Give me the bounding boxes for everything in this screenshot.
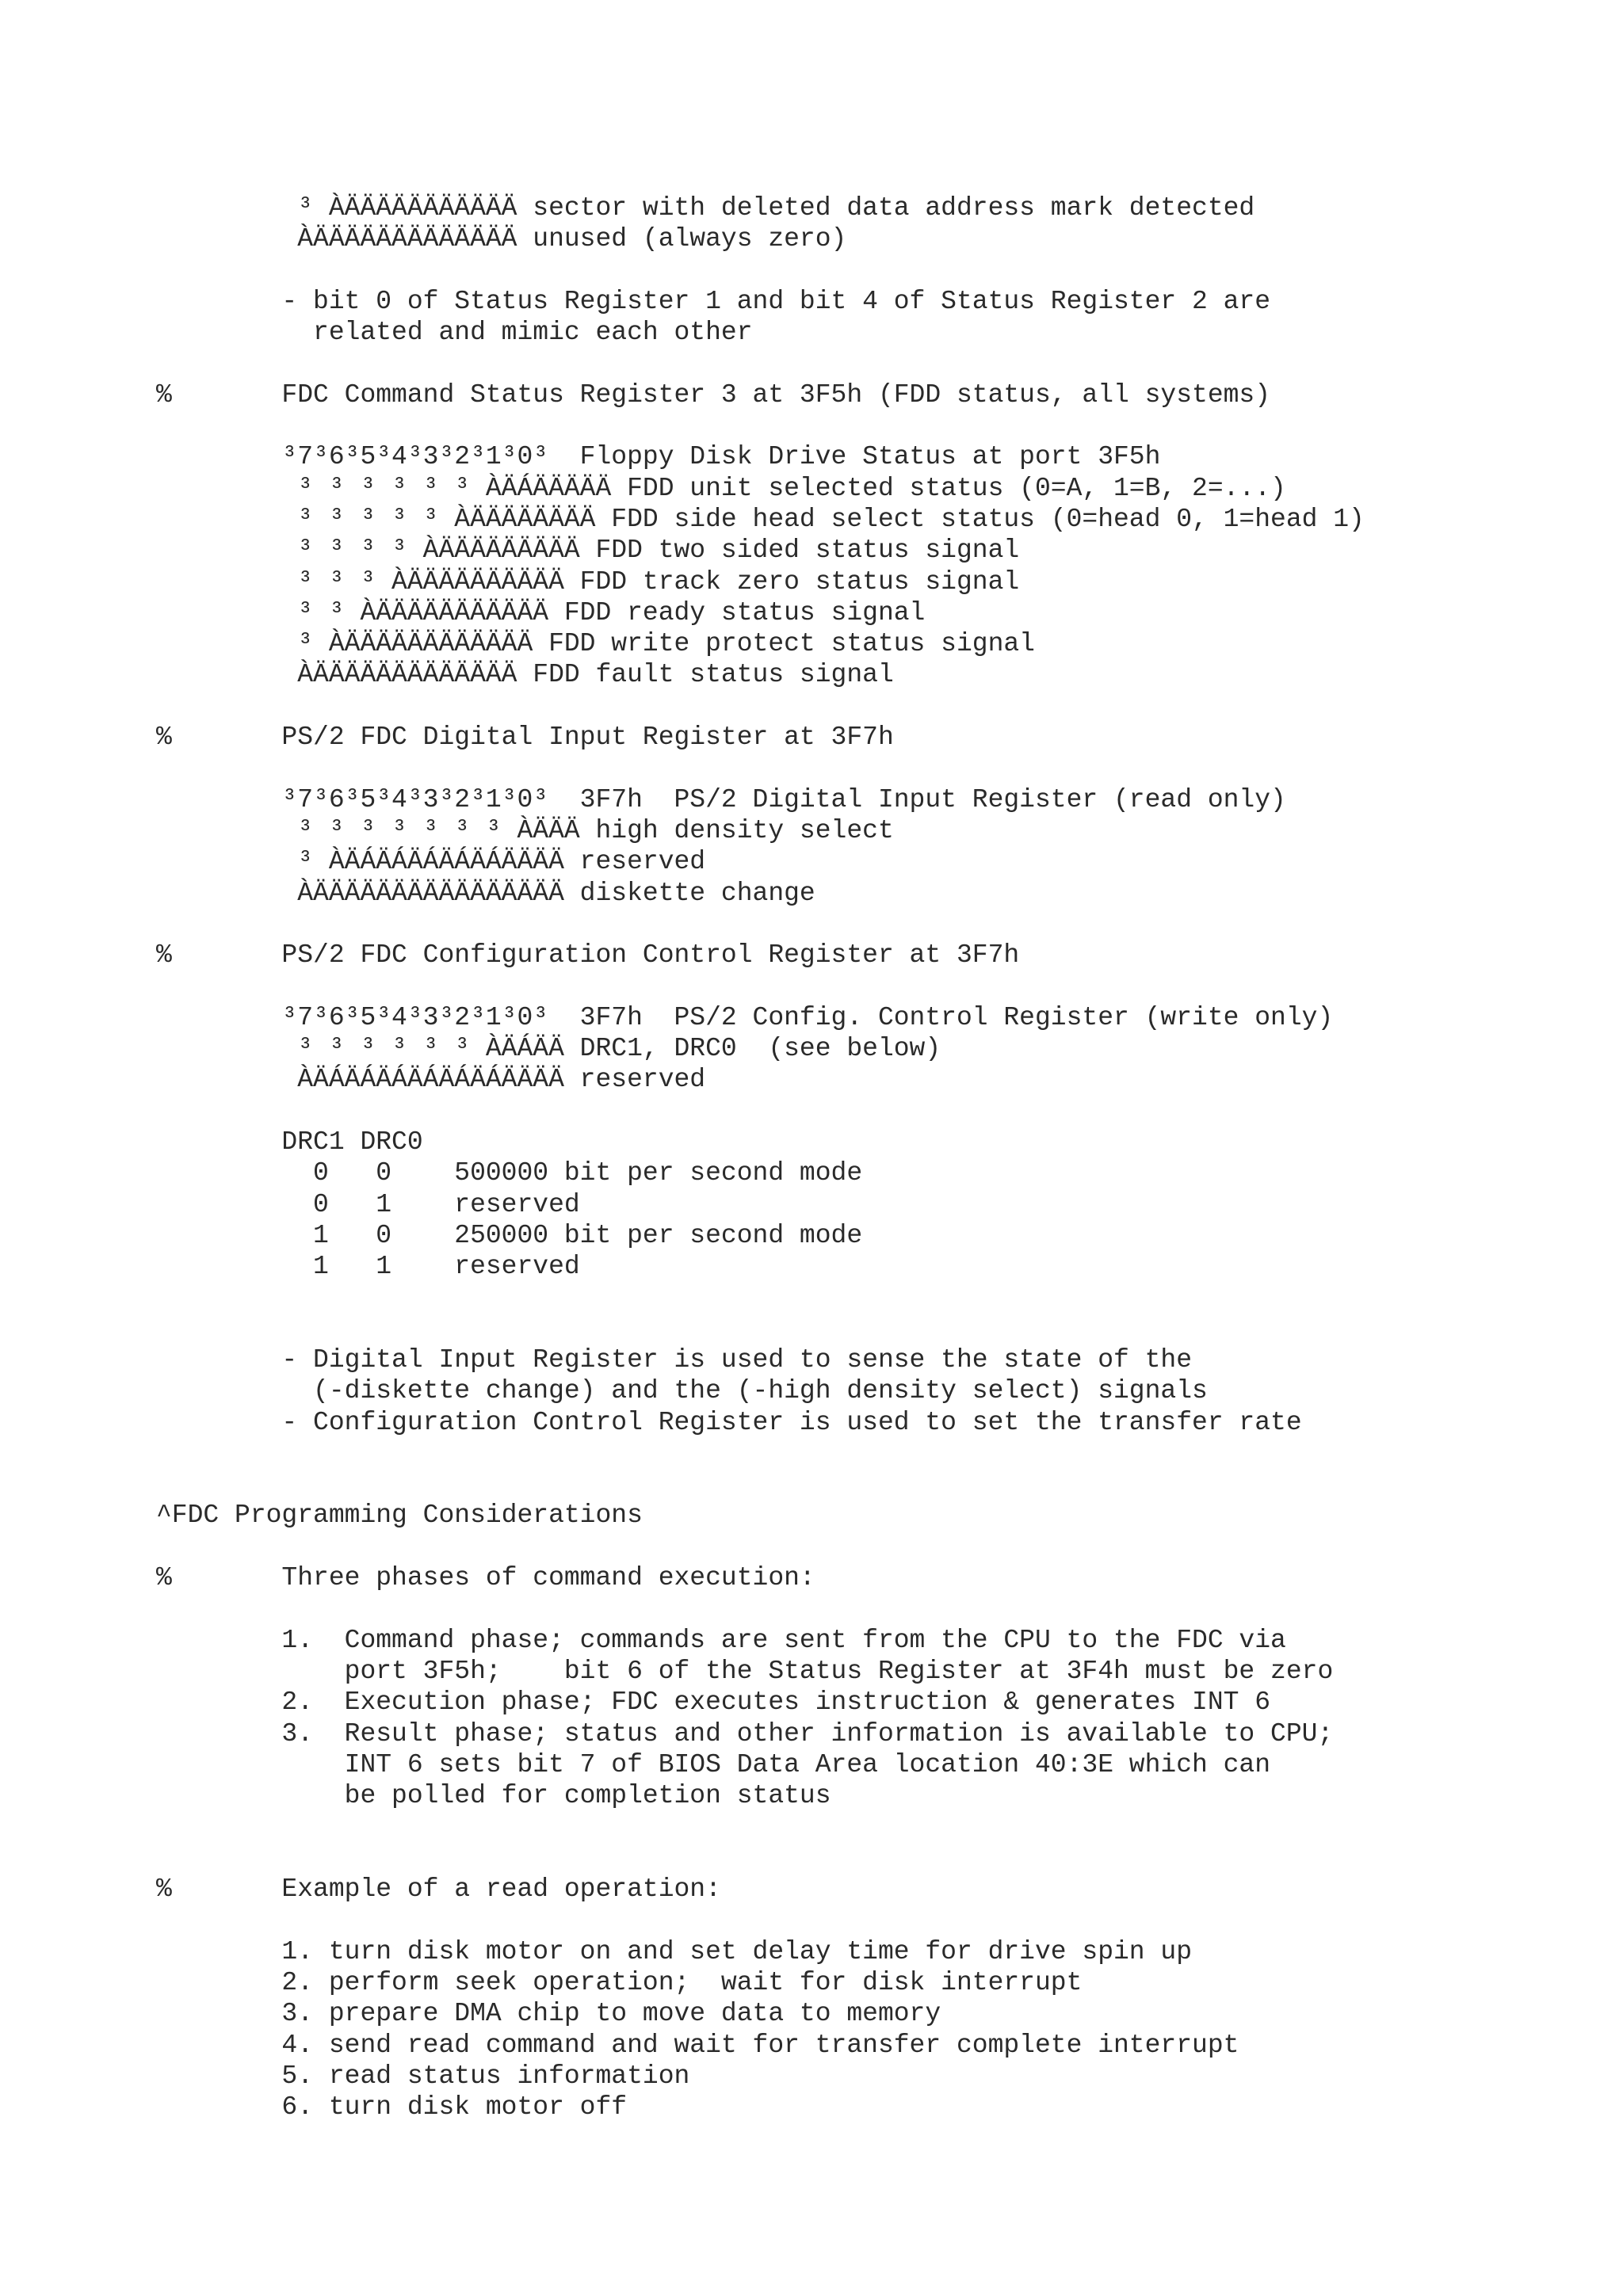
text-line	[156, 1905, 1365, 1936]
text-line: % Example of a read operation:	[156, 1875, 721, 1905]
text-line: ³ ÀÄÁÄÁÄÁÄÁÄÁÄÄÄÄ reserved	[156, 847, 706, 877]
text-line	[156, 348, 1365, 379]
text-line: % Three phases of command execution:	[156, 1563, 815, 1593]
text-line	[156, 1438, 1365, 1469]
text-line: ³ ³ ³ ³ ³ ÀÄÄÄÄÄÄÄÄ FDD side head select status (0=head 0, 1=head 1)	[156, 504, 1365, 534]
text-line: 5. read status information	[156, 2061, 690, 2091]
text-line: 1. Command phase; commands are sent from the CPU to the FDC via	[156, 1625, 1286, 1655]
text-line: % PS/2 FDC Digital Input Register at 3F7h	[156, 723, 894, 753]
text-line: ³ ³ ³ ³ ³ ³ ÀÄÁÄÄÄÄÄ FDD unit selected status (0=A, 1=B, 2=...)	[156, 473, 1286, 503]
text-line: - Digital Input Register is used to sense the state of the	[156, 1344, 1193, 1375]
text-line: (-diskette change) and the (-high density select) signals	[156, 1376, 1208, 1406]
text-line	[156, 410, 1365, 441]
text-line	[156, 1469, 1365, 1500]
text-line: 2. perform seek operation; wait for disk interrupt	[156, 1967, 1083, 1997]
text-line: ÀÄÄÄÄÄÄÄÄÄÄÄÄÄÄÄÄ diskette change	[156, 878, 815, 908]
text-line: 0 1 reserved	[156, 1189, 580, 1219]
text-line	[156, 1282, 1365, 1313]
text-line: INT 6 sets bit 7 of BIOS Data Area location 40:3E which can	[156, 1749, 1271, 1779]
document-text	[156, 193, 1365, 2122]
text-line	[156, 753, 1365, 784]
text-line: 3. Result phase; status and other information is available to CPU;	[156, 1718, 1334, 1749]
text-line	[156, 909, 1365, 940]
text-line: ³ ÀÄÄÄÄÄÄÄÄÄÄÄÄ FDD write protect status signal	[156, 629, 1035, 659]
text-line: be polled for completion status	[156, 1781, 831, 1811]
text-line	[156, 255, 1365, 286]
text-line: ³7³6³5³4³3³2³1³0³ 3F7h PS/2 Digital Input Register (read only)	[156, 784, 1286, 814]
text-line	[156, 1593, 1365, 1624]
text-line: ³ ÀÄÄÄÄÄÄÄÄÄÄÄ sector with deleted data address mark detected	[156, 193, 1255, 223]
text-line: 1. turn disk motor on and set delay time for drive spin up	[156, 1936, 1193, 1966]
text-line: 6. turn disk motor off	[156, 2092, 628, 2122]
text-line: % PS/2 FDC Configuration Control Register at 3F7h	[156, 940, 1020, 971]
text-line: 1 1 reserved	[156, 1252, 580, 1282]
text-line	[156, 1314, 1365, 1344]
text-line: 0 0 500000 bit per second mode	[156, 1158, 863, 1188]
text-line: 2. Execution phase; FDC executes instruction & generates INT 6	[156, 1688, 1271, 1718]
text-line: 4. send read command and wait for transfer complete interrupt	[156, 2030, 1239, 2060]
text-line: ³ ³ ³ ³ ³ ³ ÀÄÁÄÄ DRC1, DRC0 (see below)	[156, 1034, 941, 1064]
text-line: DRC1 DRC0	[156, 1127, 423, 1157]
text-line: port 3F5h; bit 6 of the Status Register at 3F4h must be zero	[156, 1656, 1334, 1686]
text-line	[156, 691, 1365, 722]
text-line: ^FDC Programming Considerations	[156, 1501, 643, 1531]
text-line	[156, 1811, 1365, 1842]
text-line: 1 0 250000 bit per second mode	[156, 1220, 863, 1250]
text-line: ³ ³ ³ ³ ³ ³ ³ ÀÄÄÄ high density select	[156, 815, 894, 845]
text-line: ³ ³ ÀÄÄÄÄÄÄÄÄÄÄÄ FDD ready status signal	[156, 597, 926, 627]
text-line: ÀÄÁÄÁÄÁÄÁÄÁÄÁÄÄÄÄ reserved	[156, 1065, 706, 1095]
text-line: ³ ³ ³ ÀÄÄÄÄÄÄÄÄÄÄ FDD track zero status signal	[156, 566, 1020, 597]
text-line	[156, 1843, 1365, 1874]
text-line: ÀÄÄÄÄÄÄÄÄÄÄÄÄÄ FDD fault status signal	[156, 660, 894, 690]
text-line: related and mimic each other	[156, 318, 753, 348]
text-line: ³7³6³5³4³3³2³1³0³ Floppy Disk Drive Status at port 3F5h	[156, 442, 1161, 472]
text-line	[156, 971, 1365, 1001]
text-line	[156, 1096, 1365, 1127]
text-line: % FDC Command Status Register 3 at 3F5h (FDD status, all systems)	[156, 379, 1271, 410]
text-line: ³7³6³5³4³3³2³1³0³ 3F7h PS/2 Config. Control Register (write only)	[156, 1002, 1334, 1032]
text-line: - Configuration Control Register is used to set the transfer rate	[156, 1407, 1302, 1437]
text-line: 3. prepare DMA chip to move data to memory	[156, 1999, 941, 2029]
text-line	[156, 1531, 1365, 1562]
text-line: - bit 0 of Status Register 1 and bit 4 of Status Register 2 are	[156, 286, 1271, 316]
text-line: ÀÄÄÄÄÄÄÄÄÄÄÄÄÄ unused (always zero)	[156, 224, 847, 254]
text-line: ³ ³ ³ ³ ÀÄÄÄÄÄÄÄÄÄ FDD two sided status signal	[156, 536, 1020, 566]
